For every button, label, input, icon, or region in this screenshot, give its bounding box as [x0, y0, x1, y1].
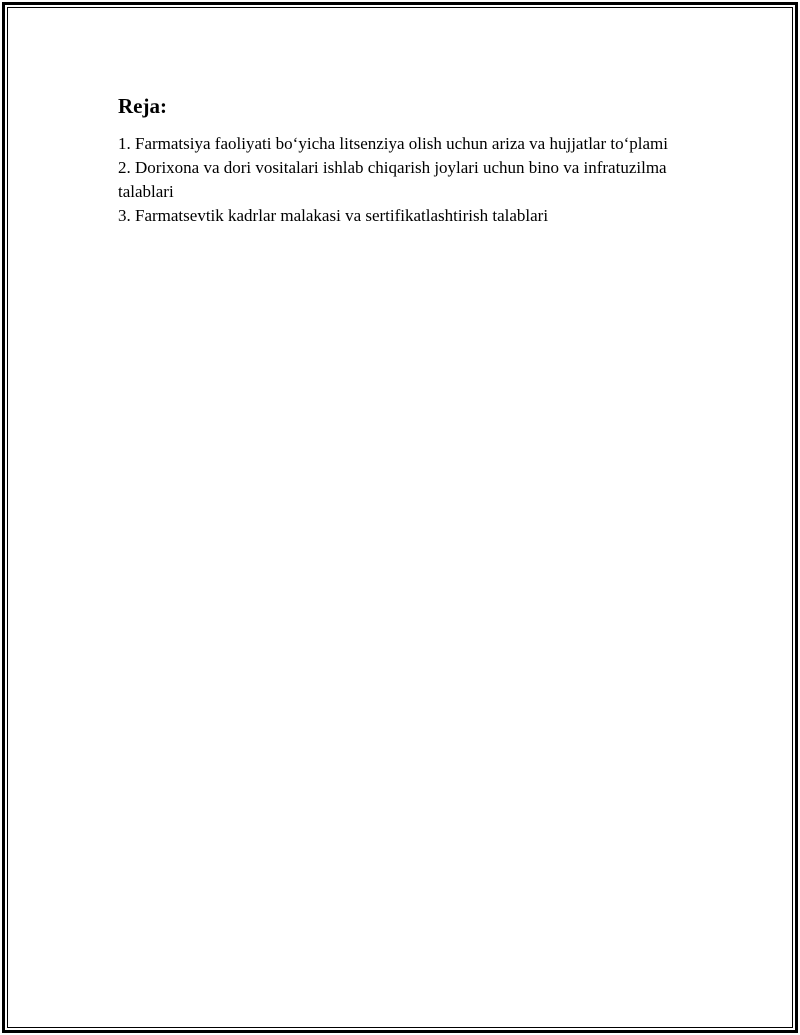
document-body [118, 93, 678, 228]
plan-item-2: 2. Dorixona va dori vositalari ishlab chiqarish joylari uchun bino va infratuzilma talablari [118, 158, 667, 201]
plan-list [118, 132, 678, 228]
plan-item-3: 3. Farmatsevtik kadrlar malakasi va sertifikatlashtirish talablari [118, 206, 549, 225]
plan-item-1: 1. Farmatsiya faoliyati bo‘yicha litsenziya olish uchun ariza va hujjatlar to‘plami [118, 134, 668, 153]
plan-heading: Reja: [118, 94, 167, 118]
